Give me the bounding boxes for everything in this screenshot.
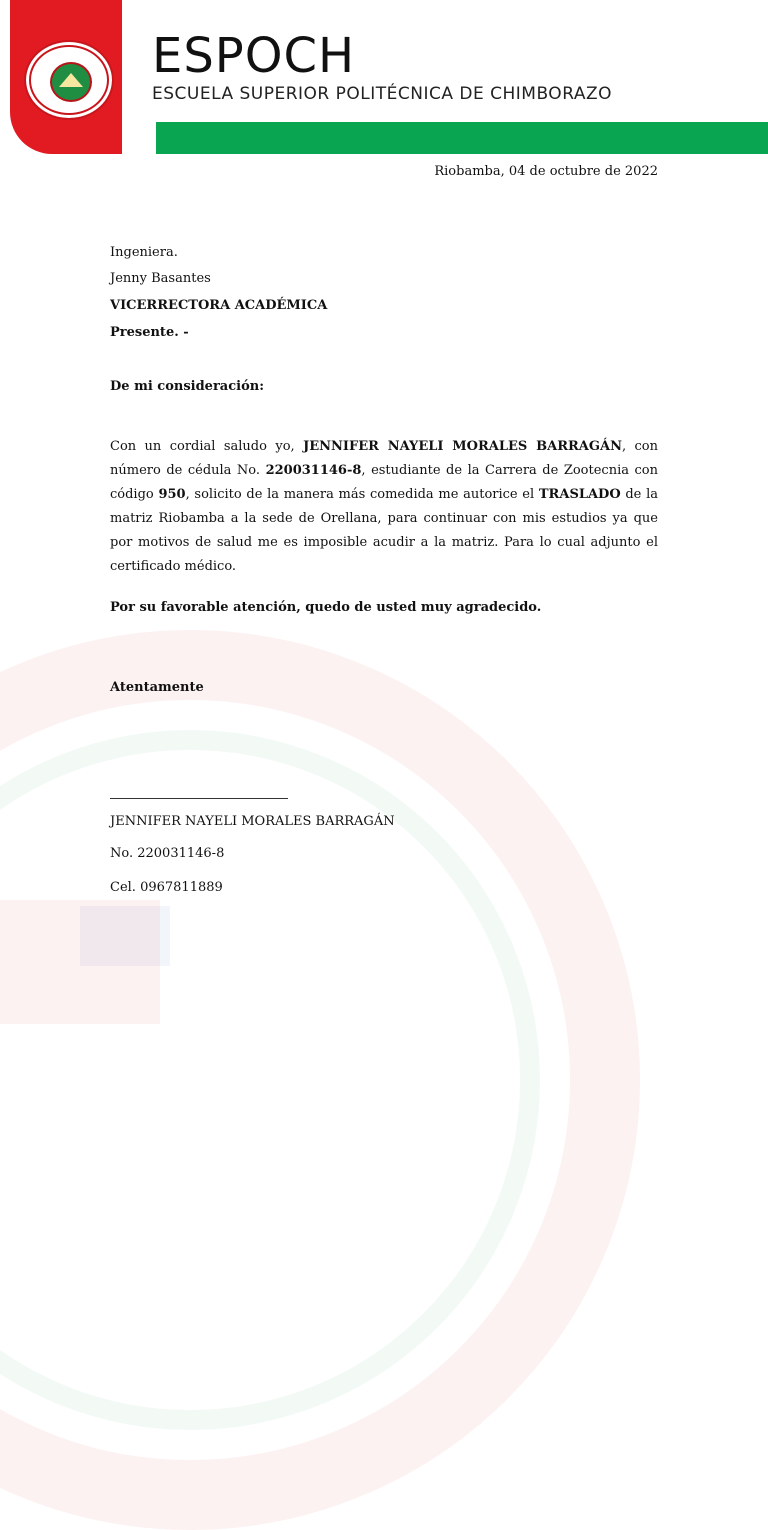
recipient-name: Jenny Basantes: [110, 271, 211, 286]
brand-full-name: ESCUELA SUPERIOR POLITÉCNICA DE CHIMBORAZO: [152, 84, 612, 104]
brand-name: ESPOCH: [152, 28, 356, 84]
body-text-5: de la matriz Riobamba a la sede de Orellana, para continuar con mis estudios ya que por motivos de salud me es imposible acudir a la matriz. Para lo cual adjunto el certificado médico.: [110, 487, 658, 574]
body-text-1: Con un cordial saludo yo,: [110, 439, 304, 454]
letter-date: Riobamba, 04 de octubre de 2022: [434, 164, 658, 179]
signature-cell: Cel. 0967811889: [110, 880, 223, 895]
body-codigo: 950: [158, 487, 186, 502]
recipient-presente: Presente. -: [110, 325, 189, 340]
body-cedula: 220031146-8: [265, 463, 362, 478]
signature-name: JENNIFER NAYELI MORALES BARRAGÁN: [110, 814, 395, 829]
body-text-2: , con número de cédula No.: [110, 439, 658, 478]
letter-body: [110, 435, 658, 579]
body-student-name: JENNIFER NAYELI MORALES BARRAGÁN: [303, 439, 622, 454]
recipient-position: VICERRECTORA ACADÉMICA: [110, 298, 328, 313]
seal-emblem-icon: [50, 62, 92, 102]
watermark-block-book: [80, 906, 170, 966]
espoch-seal-logo: [24, 40, 114, 120]
salutation: De mi consideración:: [110, 379, 264, 394]
body-traslado: TRASLADO: [538, 487, 621, 502]
body-text-4: , solicito de la manera más comedida me autorice el: [185, 487, 539, 502]
signature-line: [110, 798, 288, 799]
header-green-bar: [156, 122, 768, 154]
closing: Atentamente: [110, 680, 204, 695]
body-text-3: , estudiante de la Carrera de Zootecnia con código: [110, 463, 658, 502]
signature-id: No. 220031146-8: [110, 846, 225, 861]
recipient-title: Ingeniera.: [110, 245, 178, 260]
closing-line: Por su favorable atención, quedo de usted muy agradecido.: [110, 600, 542, 615]
